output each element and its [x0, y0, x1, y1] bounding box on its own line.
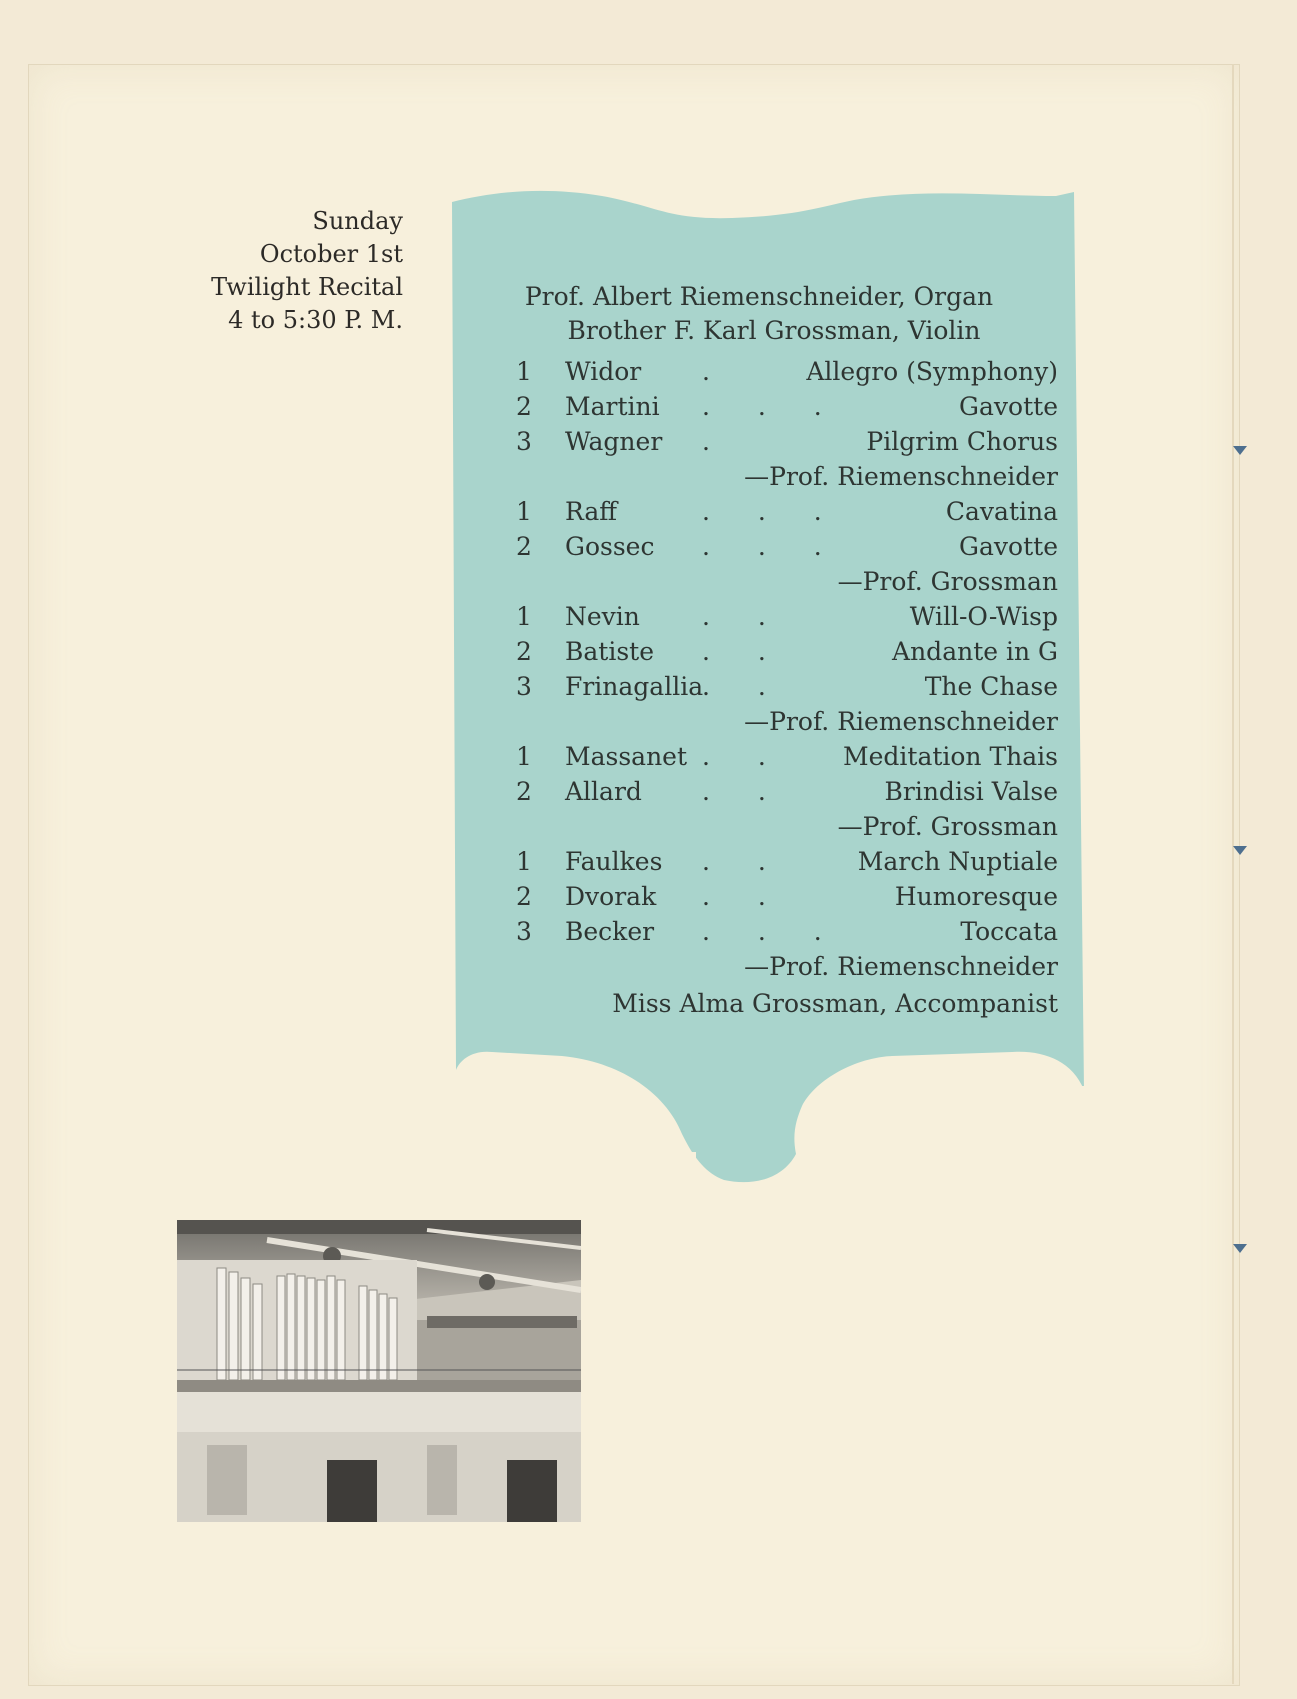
item-number: 2	[516, 392, 532, 421]
performer-credit: —Prof. Grossman	[837, 567, 1058, 596]
leader-dots: .	[702, 357, 730, 386]
performer-row	[452, 704, 1066, 739]
performer-credit: —Prof. Grossman	[837, 812, 1058, 841]
performer-organ: Prof. Albert Riemenschneider, Organ	[524, 282, 994, 311]
leader-dots: . . .	[702, 392, 842, 421]
performer-credit: —Prof. Riemenschneider	[744, 707, 1058, 736]
composer-name: Widor	[565, 357, 642, 386]
program-groups	[452, 354, 1066, 984]
accompanist-credit: Miss Alma Grossman, Accompanist	[612, 989, 1058, 1018]
piece-title: Gavotte	[959, 392, 1058, 421]
composer-name: Dvorak	[565, 882, 657, 911]
piece-title: Cavatina	[945, 497, 1058, 526]
program-row	[452, 494, 1066, 529]
performer-row	[452, 459, 1066, 494]
program-row	[452, 774, 1066, 809]
item-number: 2	[516, 637, 532, 666]
date-block	[211, 205, 403, 337]
program-row	[452, 669, 1066, 704]
piece-title: Pilgrim Chorus	[866, 427, 1058, 456]
program-row	[452, 389, 1066, 424]
performer-violin: Brother F. Karl Grossman, Violin	[567, 316, 981, 345]
day-label: Sunday	[312, 207, 403, 235]
leader-dots: . . .	[702, 917, 842, 946]
piece-title: The Chase	[924, 672, 1058, 701]
performer-row	[452, 809, 1066, 844]
leader-dots: .	[702, 427, 730, 456]
piece-title: Toccata	[960, 917, 1058, 946]
composer-name: Nevin	[565, 602, 640, 631]
performers-list	[452, 280, 1066, 348]
composer-name: Martini	[565, 392, 660, 421]
piece-title: Meditation Thais	[843, 742, 1058, 771]
piece-title: Andante in G	[892, 637, 1058, 666]
program-row	[452, 879, 1066, 914]
organ-loft-photo-icon	[177, 1220, 581, 1522]
recital-program	[452, 280, 1066, 1024]
leader-dots: . . .	[702, 532, 842, 561]
item-number: 3	[516, 427, 532, 456]
composer-name: Batiste	[565, 637, 654, 666]
program-row	[452, 844, 1066, 879]
program-row	[452, 739, 1066, 774]
piece-title: Gavotte	[959, 532, 1058, 561]
date-label: October 1st	[259, 240, 403, 268]
item-number: 1	[516, 742, 532, 771]
leader-dots: . .	[702, 777, 786, 806]
performer-row	[452, 949, 1066, 984]
composer-name: Massanet	[565, 742, 688, 771]
item-number: 1	[516, 497, 532, 526]
performer-credit: —Prof. Riemenschneider	[744, 462, 1058, 491]
leader-dots: . .	[702, 602, 786, 631]
item-number: 1	[516, 847, 532, 876]
item-number: 2	[516, 532, 532, 561]
item-number: 3	[516, 917, 532, 946]
binding-staple-icon	[1233, 446, 1247, 455]
leader-dots: . . .	[702, 497, 842, 526]
program-row	[452, 424, 1066, 459]
piece-title: March Nuptiale	[857, 847, 1058, 876]
composer-name: Allard	[565, 777, 642, 806]
time-label: 4 to 5:30 P. M.	[228, 306, 403, 334]
event-label: Twilight Recital	[211, 273, 403, 301]
piece-title: Brindisi Valse	[884, 777, 1058, 806]
binding-staple-icon	[1233, 1244, 1247, 1253]
binding-staple-icon	[1233, 846, 1247, 855]
item-number: 3	[516, 672, 532, 701]
leader-dots: . .	[702, 742, 786, 771]
item-number: 2	[516, 777, 532, 806]
piece-title: Humoresque	[894, 882, 1058, 911]
item-number: 1	[516, 357, 532, 386]
composer-name: Wagner	[565, 427, 663, 456]
program-row	[452, 599, 1066, 634]
item-number: 2	[516, 882, 532, 911]
composer-name: Faulkes	[565, 847, 663, 876]
program-row	[452, 529, 1066, 564]
composer-name: Raff	[565, 497, 618, 526]
piece-title: Allegro (Symphony)	[806, 357, 1058, 386]
performer-credit: —Prof. Riemenschneider	[744, 952, 1058, 981]
program-row	[452, 634, 1066, 669]
leader-dots: . .	[702, 847, 786, 876]
item-number: 1	[516, 602, 532, 631]
composer-name: Gossec	[565, 532, 655, 561]
composer-name: Becker	[565, 917, 655, 946]
program-row	[452, 914, 1066, 949]
leader-dots: . .	[702, 637, 786, 666]
piece-title: Will-O-Wisp	[909, 602, 1058, 631]
performer-row	[452, 564, 1066, 599]
program-row	[452, 354, 1066, 389]
leader-dots: . .	[702, 882, 786, 911]
page-fold	[1232, 64, 1234, 1684]
composer-name: Frinagallia	[565, 672, 704, 701]
leader-dots: . .	[702, 672, 786, 701]
